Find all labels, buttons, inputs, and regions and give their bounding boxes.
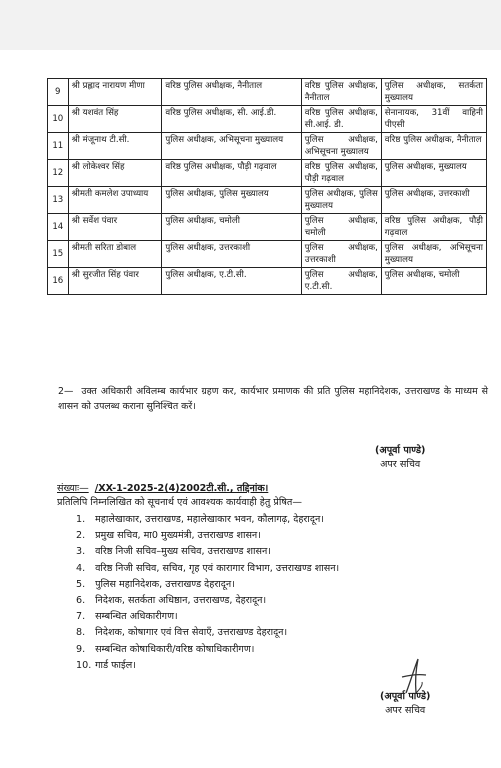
officer-name-cell: श्री सुरजीत सिंह पंवार [68,268,162,295]
officer-name-cell: श्री सर्वेश पंवार [68,214,162,241]
signature-block-1 [375,444,425,472]
new-post-cell: पुलिस अधीक्षक, मुख्यालय [381,160,486,187]
signatory-name: (अपूर्वा पाण्डे) [380,691,431,702]
list-item-number: 7. [76,611,86,623]
list-item-text: वरिष्ठ निजी सचिव–मुख्य सचिव, उत्तराखण्ड शासन। [95,546,271,558]
current-post-cell: पुलिस अधीक्षक, अभिसूचना मुख्यालय [162,133,301,160]
new-post-cell: पुलिस अधीक्षक, सतर्कता मुख्यालय [381,79,486,106]
current-post-cell: पुलिस अधीक्षक, ए.टी.सी. [162,268,301,295]
list-item-text: पुलिस महानिदेशक, उत्तराखण्ड देहरादून। [95,578,235,590]
signature-block-2 [380,690,430,718]
post-cell: पुलिस अधीक्षक, पुलिस मुख्यालय [301,187,381,214]
new-post-cell: सेनानायक, 31वीं वाहिनी पीएसी [381,106,486,133]
new-post-cell: पुलिस अधीक्षक, उत्तरकाशी [381,187,486,214]
list-item-number: 1. [76,514,86,525]
current-post-cell: पुलिस अधीक्षक, चमोली [162,214,301,241]
list-item-number: 10. [76,659,92,671]
post-cell: वरिष्ठ पुलिस अधीक्षक, पौड़ी गढ़वाल [301,160,381,187]
reference-number: /XX-1-2025-2(4)2002टी.सी., तद्दिनांक। [94,483,269,494]
officer-name-cell: श्री मंजूनाथ टी.सी. [68,133,162,160]
officer-name-cell: श्रीमती कमलेश उपाध्याय [68,187,162,214]
post-cell: वरिष्ठ पुलिस अधीक्षक, सी.आई. डी. [301,106,381,133]
list-item-number: 3. [76,546,86,558]
post-cell: पुलिस अधीक्षक, ए.टी.सी. [301,268,381,295]
paragraph-text: उक्त अधिकारी अविलम्ब कार्यभार ग्रहण कर, कार्यभार प्रमाणक की प्रति पुलिस महानिदेशक, उत्तराखण्ड के माध्यम से शासन को उपलब्ध कराना सुनिश्चित करें। [58,386,488,412]
document-page [0,50,501,768]
serial-number-cell: 13 [48,187,69,214]
list-item [76,528,486,544]
list-item-text: महालेखाकार, उत्तराखण्ड, महालेखाकार भवन, कौलागढ़, देहरादून। [95,514,324,525]
post-cell: पुलिस अधीक्षक, चमोली [301,214,381,241]
new-post-cell: वरिष्ठ पुलिस अधीक्षक, नैनीताल [381,133,486,160]
list-item-text: निदेशक, सतर्कता अधिष्ठान, उत्तराखण्ड, देहरादून। [95,595,267,607]
serial-number-cell: 12 [48,160,69,187]
signatory-designation: अपर सचिव [380,459,421,470]
signatory-name: (अपूर्वा पाण्डे) [375,445,426,456]
current-post-cell: वरिष्ठ पुलिस अधीक्षक, पौड़ी गढ़वाल [162,160,301,187]
reference-line [57,482,487,496]
list-item [76,609,486,625]
serial-number-cell: 14 [48,214,69,241]
list-item-text: सम्बन्धित कोषाधिकारी/वरिष्ठ कोषाधिकारीगण। [95,643,255,655]
paragraph-number: 2— [58,386,74,397]
officer-name-cell: श्री प्रह्लाद नारायण मीणा [68,79,162,106]
table-row [48,133,487,160]
list-item [76,561,486,577]
officer-name-cell: श्री यशवंत सिंह [68,106,162,133]
new-post-cell: वरिष्ठ पुलिस अधीक्षक, पौड़ी गढ़वाल [381,214,486,241]
table-row [48,187,487,214]
serial-number-cell: 10 [48,106,69,133]
table-row [48,79,487,106]
serial-number-cell: 16 [48,268,69,295]
signatory-designation: अपर सचिव [385,705,426,716]
list-item-number: 8. [76,627,86,639]
table-row [48,214,487,241]
transfer-table [47,78,487,295]
list-item-text: वरिष्ठ निजी सचिव, सचिव, गृह एवं कारागार विभाग, उत्तराखण्ड शासन। [95,562,340,574]
list-item [76,544,486,560]
copy-list [76,512,486,674]
list-item-text: निदेशक, कोषागार एवं वित्त सेवाएँ, उत्तराखण्ड देहरादून। [95,627,288,639]
current-post-cell: पुलिस अधीक्षक, पुलिस मुख्यालय [162,187,301,214]
serial-number-cell: 9 [48,79,69,106]
table-row [48,160,487,187]
officer-name-cell: श्री लोकेश्वर सिंह [68,160,162,187]
post-cell: पुलिस अधीक्षक, उत्तरकाशी [301,241,381,268]
list-item-number: 2. [76,530,86,542]
new-post-cell: पुलिस अधीक्षक, अभिसूचना मुख्यालय [381,241,486,268]
list-item [76,625,486,641]
officer-name-cell: श्रीमती सरिता डोबाल [68,241,162,268]
table-row [48,268,487,295]
reference-label: संख्याः— [57,483,89,494]
post-cell: पुलिस अधीक्षक, अभिसूचना मुख्यालय [301,133,381,160]
list-item-number: 9. [76,643,86,655]
current-post-cell: वरिष्ठ पुलिस अधीक्षक, सी. आई.डी. [162,106,301,133]
list-item [76,577,486,593]
list-item [76,512,486,528]
current-post-cell: वरिष्ठ पुलिस अधीक्षक, नैनीताल [162,79,301,106]
list-item-text: गार्ड फाईल। [95,659,136,671]
post-cell: वरिष्ठ पुलिस अधीक्षक, नैनीताल [301,79,381,106]
copy-intro: प्रतिलिपि निम्नलिखित को सूचनार्थ एवं आवश्यक कार्यवाही हेतु प्रेषित— [57,497,302,508]
top-margin [0,0,501,50]
new-post-cell: पुलिस अधीक्षक, चमोली [381,268,486,295]
list-item-text: प्रमुख सचिव, मा0 मुख्यमंत्री, उत्तराखण्ड शासन। [95,530,261,542]
current-post-cell: पुलिस अधीक्षक, उत्तरकाशी [162,241,301,268]
table-row [48,106,487,133]
list-item-number: 5. [76,578,86,590]
list-item-number: 4. [76,562,86,574]
table-row [48,241,487,268]
list-item-number: 6. [76,595,86,607]
list-item-text: सम्बन्धित अधिकारीगण। [95,611,178,623]
serial-number-cell: 11 [48,133,69,160]
instruction-paragraph [58,385,488,414]
list-item [76,593,486,609]
serial-number-cell: 15 [48,241,69,268]
